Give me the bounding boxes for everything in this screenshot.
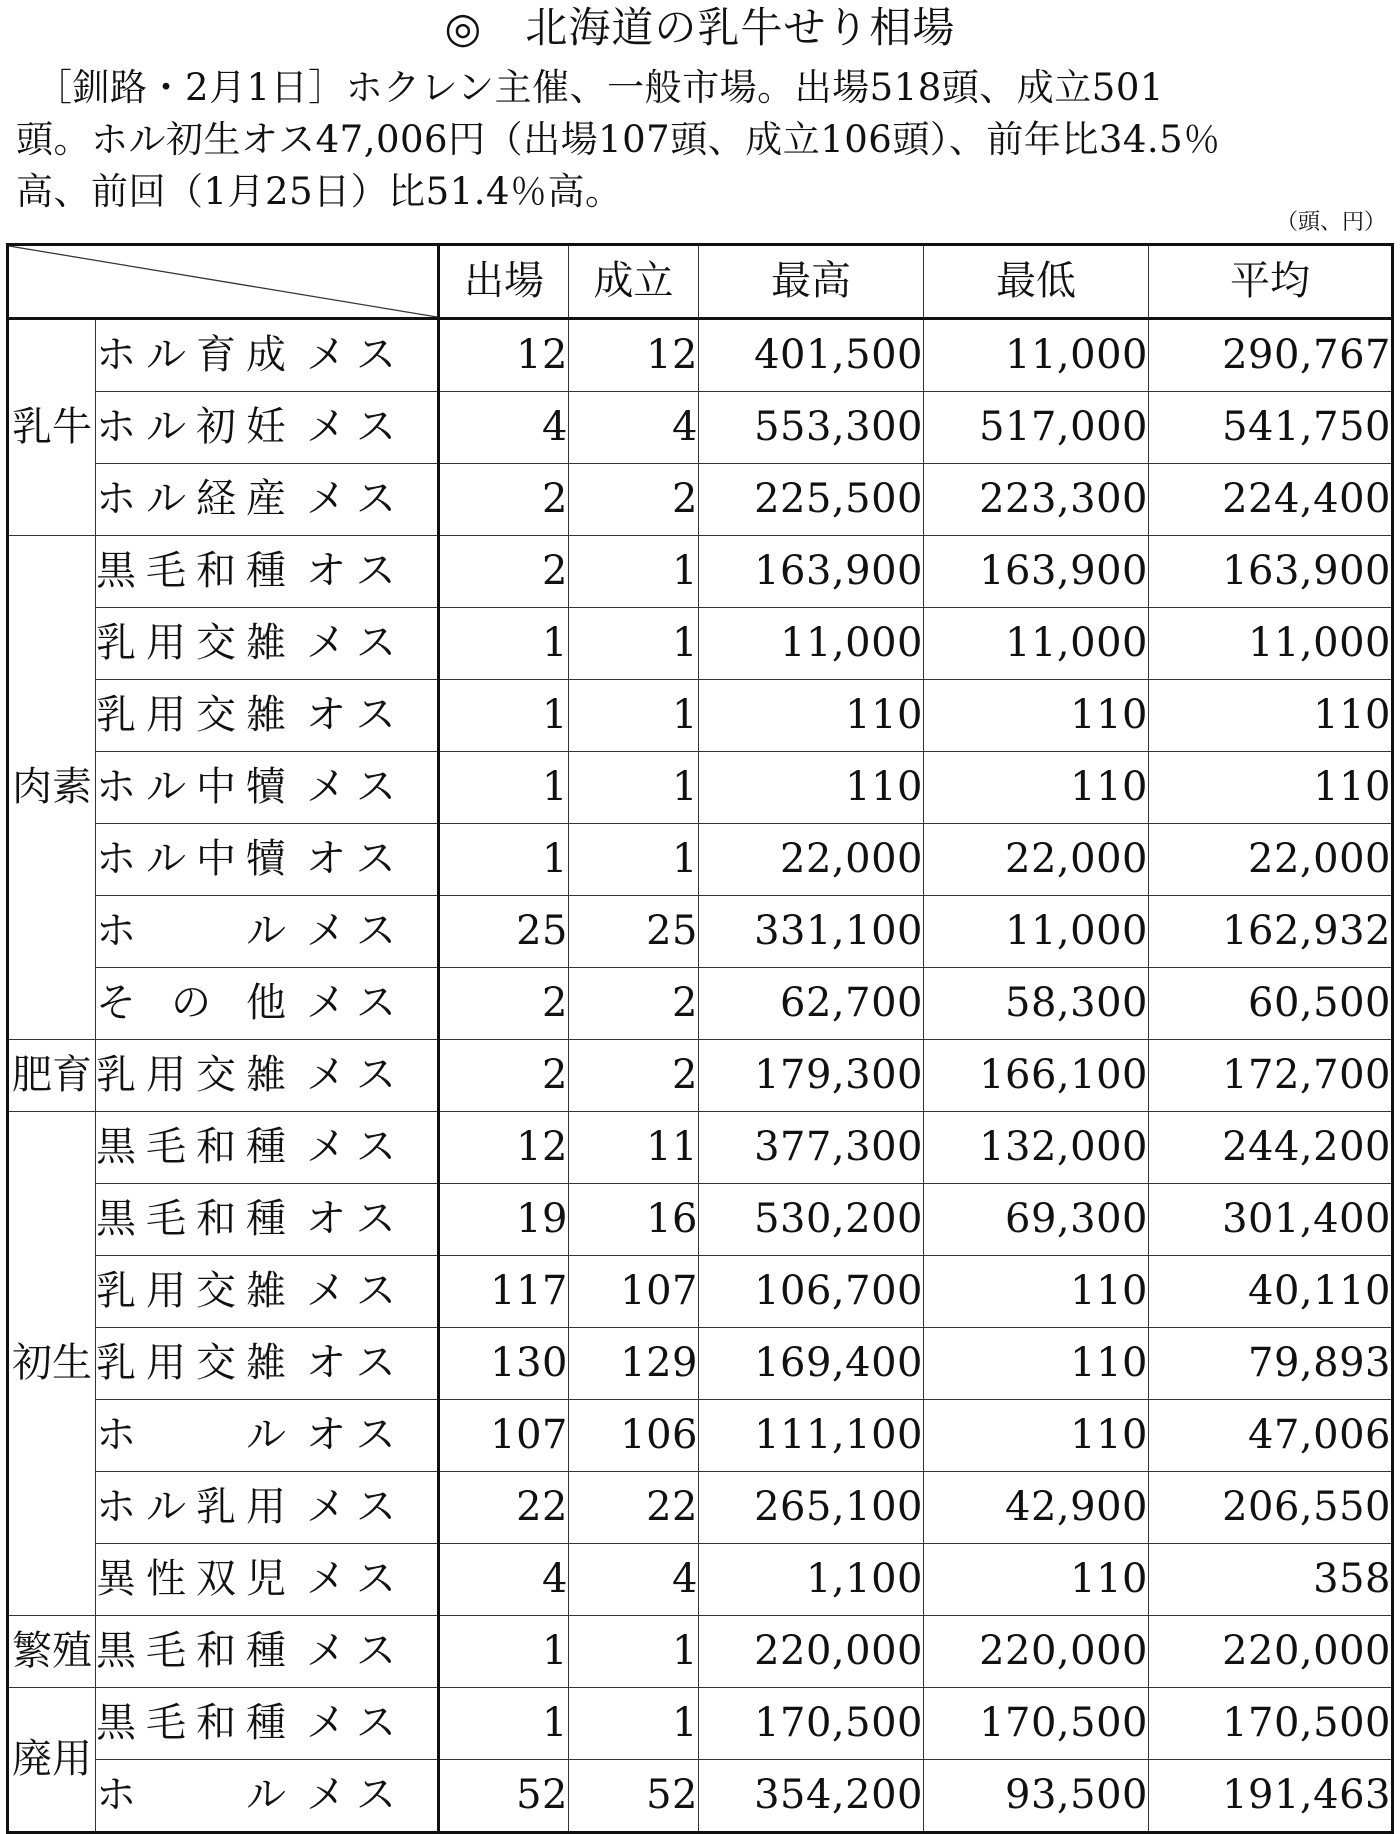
sold-cell: 1	[569, 1616, 699, 1688]
sex-label: メス	[306, 1628, 406, 1674]
header-entered: 出場	[439, 245, 569, 319]
sex-label: メス	[306, 1052, 406, 1098]
header-low: 最低	[924, 245, 1149, 319]
average-price-cell: 22,000	[1149, 824, 1393, 896]
average-price-cell: 60,500	[1149, 968, 1393, 1040]
cattle-type	[96, 536, 439, 608]
low-price-cell: 517,000	[924, 392, 1149, 464]
low-price-cell: 93,500	[924, 1760, 1149, 1833]
lead-line-2: 頭。ホル初生オス47,006円（出場107頭、成立106頭）、前年比34.5％	[16, 118, 1221, 161]
entered-cell: 1	[439, 680, 569, 752]
breed-label: 異性双児	[96, 1556, 286, 1602]
entered-cell: 4	[439, 1544, 569, 1616]
average-price-cell: 172,700	[1149, 1040, 1393, 1112]
entered-cell: 12	[439, 319, 569, 392]
average-price-cell: 11,000	[1149, 608, 1393, 680]
table-row	[8, 680, 1393, 752]
table-row	[8, 1040, 1393, 1112]
low-price-cell: 110	[924, 1256, 1149, 1328]
sex-label: オス	[306, 692, 406, 738]
high-price-cell: 169,400	[699, 1328, 924, 1400]
table-row	[8, 968, 1393, 1040]
lead-line-3: 高、前回（1月25日）比51.4％高。	[16, 170, 623, 213]
entered-cell: 25	[439, 896, 569, 968]
breed-label: ホル中犢	[96, 764, 286, 810]
high-price-cell: 11,000	[699, 608, 924, 680]
sex-label: オス	[306, 1340, 406, 1386]
header-average: 平均	[1149, 245, 1393, 319]
table-row	[8, 1616, 1393, 1688]
breed-label: 乳用交雑	[96, 692, 286, 738]
high-price-cell: 331,100	[699, 896, 924, 968]
header-sold: 成立	[569, 245, 699, 319]
sold-cell: 1	[569, 1688, 699, 1760]
cattle-type	[96, 392, 439, 464]
table-row	[8, 752, 1393, 824]
sold-cell: 1	[569, 752, 699, 824]
diagonal-line	[9, 246, 437, 317]
entered-cell: 2	[439, 536, 569, 608]
high-price-cell: 225,500	[699, 464, 924, 536]
group-label: 繁殖	[8, 1616, 96, 1688]
high-price-cell: 553,300	[699, 392, 924, 464]
cattle-type	[96, 752, 439, 824]
low-price-cell: 42,900	[924, 1472, 1149, 1544]
high-price-cell: 377,300	[699, 1112, 924, 1184]
group-label: 肥育	[8, 1040, 96, 1112]
entered-cell: 1	[439, 1616, 569, 1688]
lead-line-1: ［釧路・2月1日］ホクレン主催、一般市場。出場518頭、成立501	[16, 66, 1164, 109]
sold-cell: 2	[569, 464, 699, 536]
entered-cell: 117	[439, 1256, 569, 1328]
sold-cell: 16	[569, 1184, 699, 1256]
high-price-cell: 22,000	[699, 824, 924, 896]
cattle-type	[96, 1400, 439, 1472]
low-price-cell: 223,300	[924, 464, 1149, 536]
average-price-cell: 162,932	[1149, 896, 1393, 968]
low-price-cell: 110	[924, 1328, 1149, 1400]
group-label: 初生	[8, 1112, 96, 1616]
table-row	[8, 1328, 1393, 1400]
sex-label: メス	[306, 1268, 406, 1314]
table-row	[8, 1256, 1393, 1328]
sold-cell: 1	[569, 824, 699, 896]
breed-label: ホル育成	[96, 332, 286, 378]
high-price-cell: 354,200	[699, 1760, 924, 1833]
high-price-cell: 179,300	[699, 1040, 924, 1112]
cattle-type	[96, 680, 439, 752]
table-row	[8, 1760, 1393, 1833]
high-price-cell: 265,100	[699, 1472, 924, 1544]
entered-cell: 1	[439, 1688, 569, 1760]
low-price-cell: 163,900	[924, 536, 1149, 608]
sold-cell: 4	[569, 392, 699, 464]
breed-label: 黒毛和種	[96, 1700, 286, 1746]
sold-cell: 129	[569, 1328, 699, 1400]
cattle-type	[96, 824, 439, 896]
entered-cell: 4	[439, 392, 569, 464]
entered-cell: 1	[439, 752, 569, 824]
sex-label: メス	[306, 332, 406, 378]
sex-label: メス	[306, 980, 406, 1026]
breed-label: 黒毛和種	[96, 1628, 286, 1674]
entered-cell: 22	[439, 1472, 569, 1544]
low-price-cell: 170,500	[924, 1688, 1149, 1760]
average-price-cell: 40,110	[1149, 1256, 1393, 1328]
breed-label: ホル初妊	[96, 404, 286, 450]
average-price-cell: 110	[1149, 752, 1393, 824]
sold-cell: 1	[569, 608, 699, 680]
breed-label: 乳用交雑	[96, 1268, 286, 1314]
sex-label: メス	[306, 764, 406, 810]
table-row	[8, 392, 1393, 464]
high-price-cell: 170,500	[699, 1688, 924, 1760]
low-price-cell: 69,300	[924, 1184, 1149, 1256]
table-row	[8, 536, 1393, 608]
low-price-cell: 11,000	[924, 608, 1149, 680]
average-price-cell: 541,750	[1149, 392, 1393, 464]
cattle-type	[96, 1040, 439, 1112]
lead-paragraph	[16, 62, 1388, 218]
table-row	[8, 464, 1393, 536]
table-row	[8, 1688, 1393, 1760]
cattle-type	[96, 968, 439, 1040]
sex-label: メス	[306, 908, 406, 954]
sold-cell: 22	[569, 1472, 699, 1544]
group-label: 廃用	[8, 1688, 96, 1833]
average-price-cell: 110	[1149, 680, 1393, 752]
cattle-type	[96, 1184, 439, 1256]
sex-label: メス	[306, 1700, 406, 1746]
cattle-type	[96, 1760, 439, 1833]
breed-label: ホル中犢	[96, 836, 286, 882]
high-price-cell: 110	[699, 752, 924, 824]
cattle-type	[96, 1688, 439, 1760]
table-row	[8, 319, 1393, 392]
average-price-cell: 358	[1149, 1544, 1393, 1616]
average-price-cell: 224,400	[1149, 464, 1393, 536]
group-label: 肉素	[8, 536, 96, 1040]
sex-label: オス	[306, 548, 406, 594]
cattle-type	[96, 1616, 439, 1688]
sold-cell: 107	[569, 1256, 699, 1328]
sold-cell: 106	[569, 1400, 699, 1472]
table-row	[8, 1544, 1393, 1616]
sex-label: オス	[306, 1196, 406, 1242]
sex-label: メス	[306, 1484, 406, 1530]
average-price-cell: 220,000	[1149, 1616, 1393, 1688]
high-price-cell: 401,500	[699, 319, 924, 392]
unit-note: （頭、円）	[1275, 210, 1386, 235]
cattle-type	[96, 464, 439, 536]
header-corner	[8, 245, 439, 319]
high-price-cell: 163,900	[699, 536, 924, 608]
low-price-cell: 132,000	[924, 1112, 1149, 1184]
page-title: ◎ 北海道の乳牛せり相場	[444, 3, 956, 52]
sold-cell: 1	[569, 536, 699, 608]
low-price-cell: 110	[924, 752, 1149, 824]
average-price-cell: 244,200	[1149, 1112, 1393, 1184]
average-price-cell: 79,893	[1149, 1328, 1393, 1400]
breed-label: 乳用交雑	[96, 620, 286, 666]
sold-cell: 11	[569, 1112, 699, 1184]
cattle-type	[96, 1472, 439, 1544]
low-price-cell: 11,000	[924, 319, 1149, 392]
entered-cell: 12	[439, 1112, 569, 1184]
cattle-type	[96, 319, 439, 392]
breed-label: ホ ル	[96, 1412, 286, 1458]
average-price-cell: 163,900	[1149, 536, 1393, 608]
average-price-cell: 191,463	[1149, 1760, 1393, 1833]
high-price-cell: 111,100	[699, 1400, 924, 1472]
sex-label: メス	[306, 1772, 406, 1818]
low-price-cell: 11,000	[924, 896, 1149, 968]
breed-label: 黒毛和種	[96, 1124, 286, 1170]
entered-cell: 2	[439, 968, 569, 1040]
sold-cell: 52	[569, 1760, 699, 1833]
sex-label: メス	[306, 1124, 406, 1170]
low-price-cell: 58,300	[924, 968, 1149, 1040]
table-row	[8, 1112, 1393, 1184]
header-high: 最高	[699, 245, 924, 319]
low-price-cell: 110	[924, 1400, 1149, 1472]
low-price-cell: 22,000	[924, 824, 1149, 896]
breed-label: 黒毛和種	[96, 548, 286, 594]
entered-cell: 52	[439, 1760, 569, 1833]
low-price-cell: 110	[924, 680, 1149, 752]
average-price-cell: 47,006	[1149, 1400, 1393, 1472]
group-label: 乳牛	[8, 319, 96, 536]
high-price-cell: 220,000	[699, 1616, 924, 1688]
entered-cell: 1	[439, 608, 569, 680]
sex-label: メス	[306, 476, 406, 522]
low-price-cell: 110	[924, 1544, 1149, 1616]
high-price-cell: 110	[699, 680, 924, 752]
sex-label: メス	[306, 404, 406, 450]
cattle-type	[96, 896, 439, 968]
entered-cell: 107	[439, 1400, 569, 1472]
breed-label: ホル乳用	[96, 1484, 286, 1530]
entered-cell: 1	[439, 824, 569, 896]
price-table	[6, 243, 1394, 1834]
high-price-cell: 62,700	[699, 968, 924, 1040]
cattle-type	[96, 1544, 439, 1616]
average-price-cell: 290,767	[1149, 319, 1393, 392]
breed-label: 乳用交雑	[96, 1052, 286, 1098]
table-row	[8, 608, 1393, 680]
average-price-cell: 206,550	[1149, 1472, 1393, 1544]
breed-label: ホル経産	[96, 476, 286, 522]
high-price-cell: 530,200	[699, 1184, 924, 1256]
header-row	[8, 245, 1393, 319]
table-row	[8, 1472, 1393, 1544]
sold-cell: 2	[569, 1040, 699, 1112]
breed-label: 乳用交雑	[96, 1340, 286, 1386]
cattle-type	[96, 608, 439, 680]
sex-label: メス	[306, 620, 406, 666]
entered-cell: 2	[439, 464, 569, 536]
table-row	[8, 896, 1393, 968]
table-row	[8, 1400, 1393, 1472]
sold-cell: 1	[569, 680, 699, 752]
breed-label: 黒毛和種	[96, 1196, 286, 1242]
average-price-cell: 301,400	[1149, 1184, 1393, 1256]
table-row	[8, 824, 1393, 896]
entered-cell: 19	[439, 1184, 569, 1256]
cattle-type	[96, 1328, 439, 1400]
entered-cell: 130	[439, 1328, 569, 1400]
sold-cell: 4	[569, 1544, 699, 1616]
low-price-cell: 166,100	[924, 1040, 1149, 1112]
entered-cell: 2	[439, 1040, 569, 1112]
sold-cell: 12	[569, 319, 699, 392]
breed-label: ホ ル	[96, 1772, 286, 1818]
breed-label: ホ ル	[96, 908, 286, 954]
table-row	[8, 1184, 1393, 1256]
cattle-type	[96, 1256, 439, 1328]
breed-label: そ の 他	[96, 980, 286, 1026]
sex-label: オス	[306, 836, 406, 882]
cattle-type	[96, 1112, 439, 1184]
sex-label: オス	[306, 1412, 406, 1458]
high-price-cell: 106,700	[699, 1256, 924, 1328]
table-body	[8, 319, 1393, 1833]
sold-cell: 2	[569, 968, 699, 1040]
low-price-cell: 220,000	[924, 1616, 1149, 1688]
sold-cell: 25	[569, 896, 699, 968]
sex-label: メス	[306, 1556, 406, 1602]
high-price-cell: 1,100	[699, 1544, 924, 1616]
average-price-cell: 170,500	[1149, 1688, 1393, 1760]
